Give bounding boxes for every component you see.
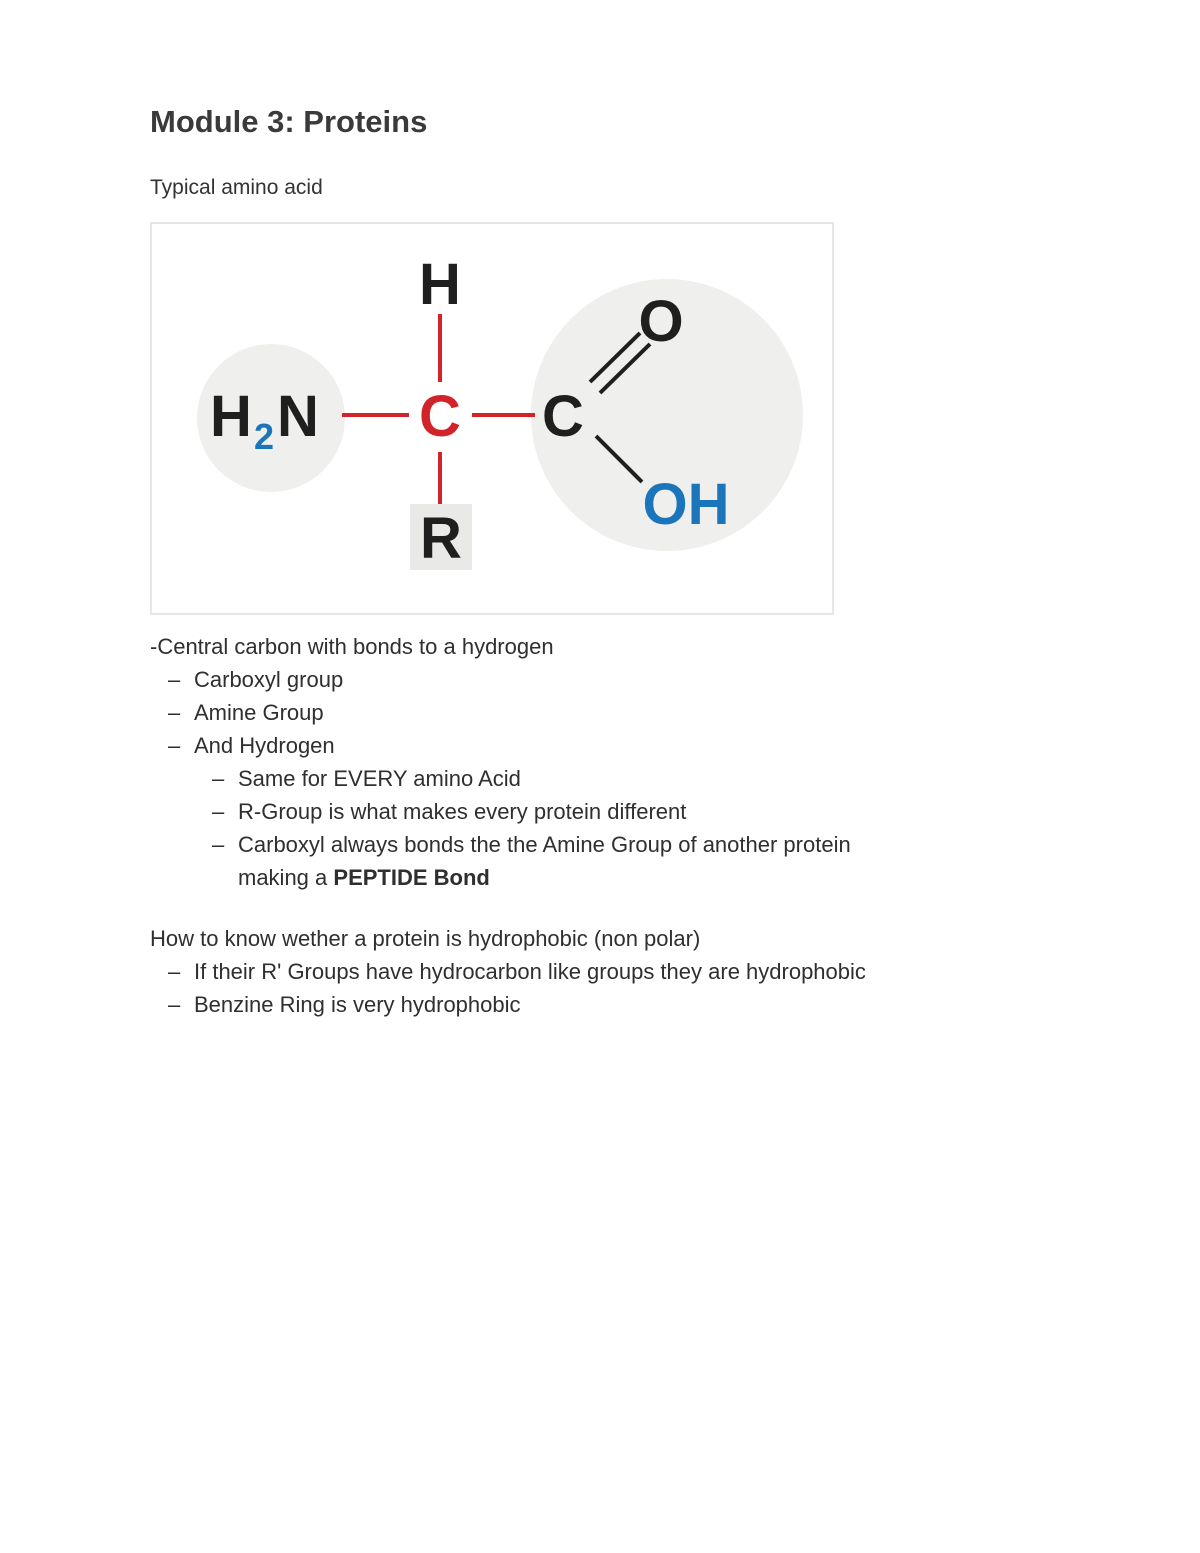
amino-acid-diagram xyxy=(152,224,832,613)
notes-section xyxy=(150,630,1050,1021)
sub-list-item xyxy=(150,795,1050,828)
sub-list-item xyxy=(150,828,1050,861)
list-item-text: Amine Group xyxy=(194,700,324,725)
list-item-text: Same for EVERY amino Acid xyxy=(238,766,521,791)
atom-carboxyl-carbon: C xyxy=(542,384,584,449)
dash-bullet: – xyxy=(168,992,181,1017)
note-central-carbon: -Central carbon with bonds to a hydrogen xyxy=(150,634,554,659)
dash-bullet: – xyxy=(168,700,181,725)
list-item xyxy=(150,729,1050,762)
page-title: Module 3: Proteins xyxy=(150,104,428,139)
dash-bullet: – xyxy=(212,832,225,857)
list-item-text: Carboxyl group xyxy=(194,667,344,692)
dash-bullet: – xyxy=(212,766,225,791)
atom-hydroxyl: OH xyxy=(642,472,730,537)
list-item xyxy=(150,988,1050,1021)
atom-h2n-subscript: 2 xyxy=(254,416,275,457)
list-item xyxy=(150,663,1050,696)
list-item-text: If their R' Groups have hydrocarbon like groups they are hydrophobic xyxy=(194,959,866,984)
list-item-text: Carboxyl always bonds the the Amine Group of another protein xyxy=(238,832,851,857)
dash-bullet: – xyxy=(168,667,181,692)
continuation-text: making a xyxy=(238,865,334,890)
peptide-bond-term: PEPTIDE Bond xyxy=(333,865,490,890)
hydrophobic-heading: How to know wether a protein is hydrophobic (non polar) xyxy=(150,926,701,951)
dash-bullet: – xyxy=(168,733,181,758)
atom-h-top: H xyxy=(419,252,461,317)
atom-central-carbon: C xyxy=(419,384,461,449)
list-item-text: R-Group is what makes every protein different xyxy=(238,799,687,824)
atom-h2n-h: H xyxy=(210,384,252,449)
amino-acid-figure xyxy=(150,222,834,615)
atom-h2n-n: N xyxy=(277,384,319,449)
atom-r-group: R xyxy=(420,506,462,571)
list-item-text: Benzine Ring is very hydrophobic xyxy=(194,992,521,1017)
atom-oxygen: O xyxy=(638,289,684,354)
figure-caption: Typical amino acid xyxy=(150,176,323,199)
sub-list-item-continuation xyxy=(150,861,1050,894)
spacer xyxy=(150,894,1050,922)
sub-list-item xyxy=(150,762,1050,795)
dash-bullet: – xyxy=(212,799,225,824)
list-item xyxy=(150,696,1050,729)
list-item-text: And Hydrogen xyxy=(194,733,335,758)
list-item xyxy=(150,955,1050,988)
dash-bullet: – xyxy=(168,959,181,984)
